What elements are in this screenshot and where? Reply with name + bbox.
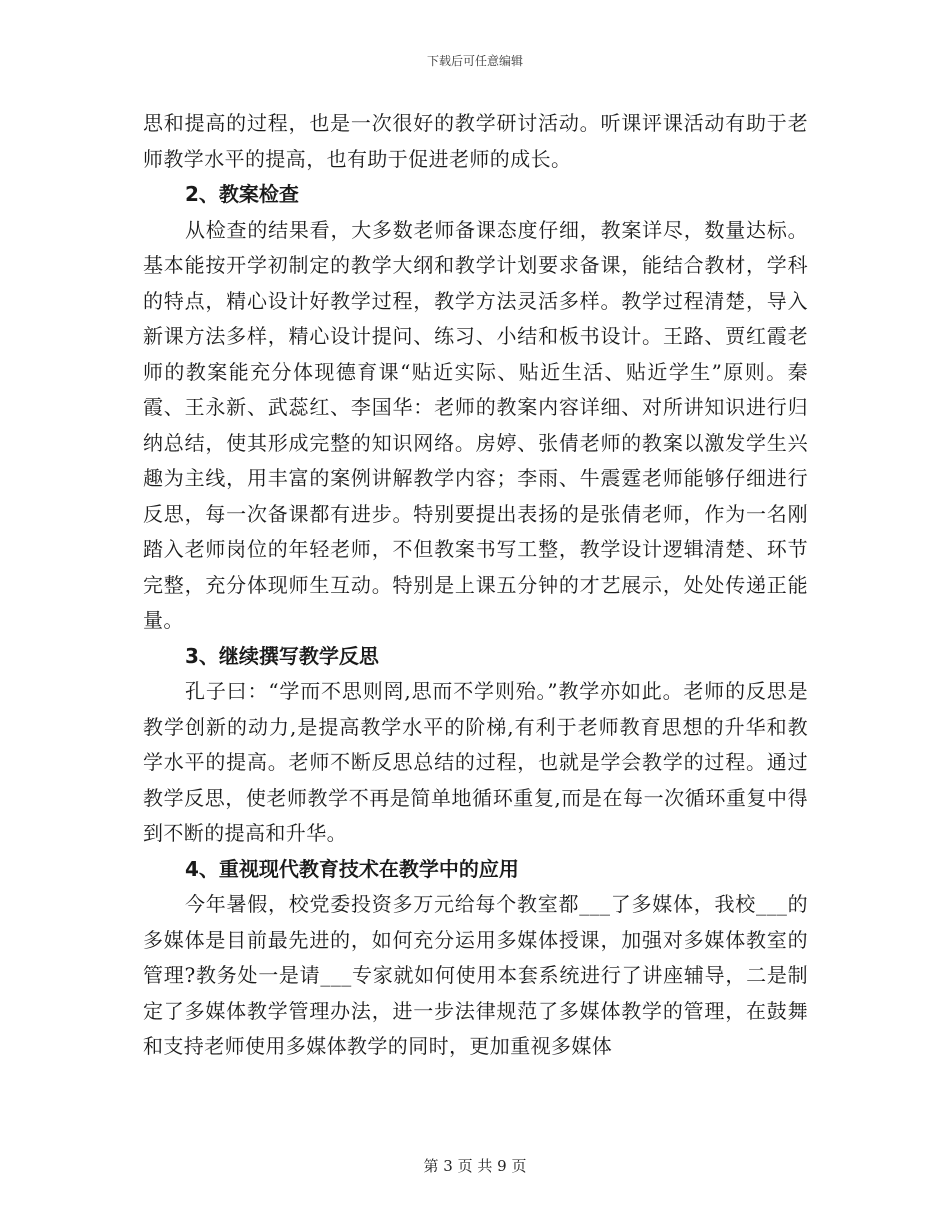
section-heading-4: 4、重视现代教育技术在教学中的应用 [185, 856, 519, 881]
section-heading-2: 2、教案检查 [185, 182, 299, 206]
section-heading-3: 3、继续撰写教学反思 [185, 643, 379, 668]
paragraph-3: 孔子曰：“学而不思则罔,思而不学则殆。”教学亦如此。老师的反思是教学创新的动力,是提高教学水平的阶梯,有利于老师教育思想的升华和教学水平的提高。老师不断反思总结的过程，也就是学会教学的过程。通过教学反思，使老师教学不再是简单地循环重复,而是在每一次循环重复中得到不断的提高和升华。 [143, 679, 808, 845]
page-header-note: 下载后可任意编辑 [426, 54, 523, 68]
paragraph-2: 从检查的结果看，大多数老师备课态度仔细，教案详尽，数量达标。基本能按开学初制定的教学大纲和教学计划要求备课，能结合教材，学科的特点，精心设计好教学过程，教学方法灵活多样。教学过程清楚，导入新课方法多样，精心设计提问、练习、小结和板书设计。王路、贾红霞老师的教案能充分体现德育课“贴近实际、贴近生活、贴近学生”原则。秦霞、王永新、武蕊红、李国华：老师的教案内容详细、对所讲知识进行归纳总结，使其形成完整的知识网络。房婷、张倩老师的教案以激发学生兴趣为主线，用丰富的案例讲解教学内容；李雨、牛震霆老师能够仔细进行反思，每一次备课都有进步。特别要提出表扬的是张倩老师，作为一名刚踏入老师岗位的年轻老师，不但教案书写工整，教学设计逻辑清楚、环节完整，充分体现师生互动。特别是上课五分钟的才艺展示，处处传递正能量。 [143, 217, 808, 632]
paragraph-4: 今年暑假，校党委投资多万元给每个教室都___了多媒体，我校___的多媒体是目前最先进的，如何充分运用多媒体授课，加强对多媒体教室的管理?教务处一是请___专家就如何使用本套系统进行了讲座辅导，二是制定了多媒体教学管理办法，进一步法律规范了多媒体教学的管理，在鼓舞和支持老师使用多媒体教学的同时，更加重视多媒体 [143, 892, 808, 1058]
page-number: 第 3 页 共 9 页 [423, 1157, 527, 1175]
paragraph-1: 思和提高的过程，也是一次很好的教学研讨活动。听课评课活动有助于老师教学水平的提高，也有助于促进老师的成长。 [143, 111, 808, 171]
document-body [143, 106, 808, 1065]
